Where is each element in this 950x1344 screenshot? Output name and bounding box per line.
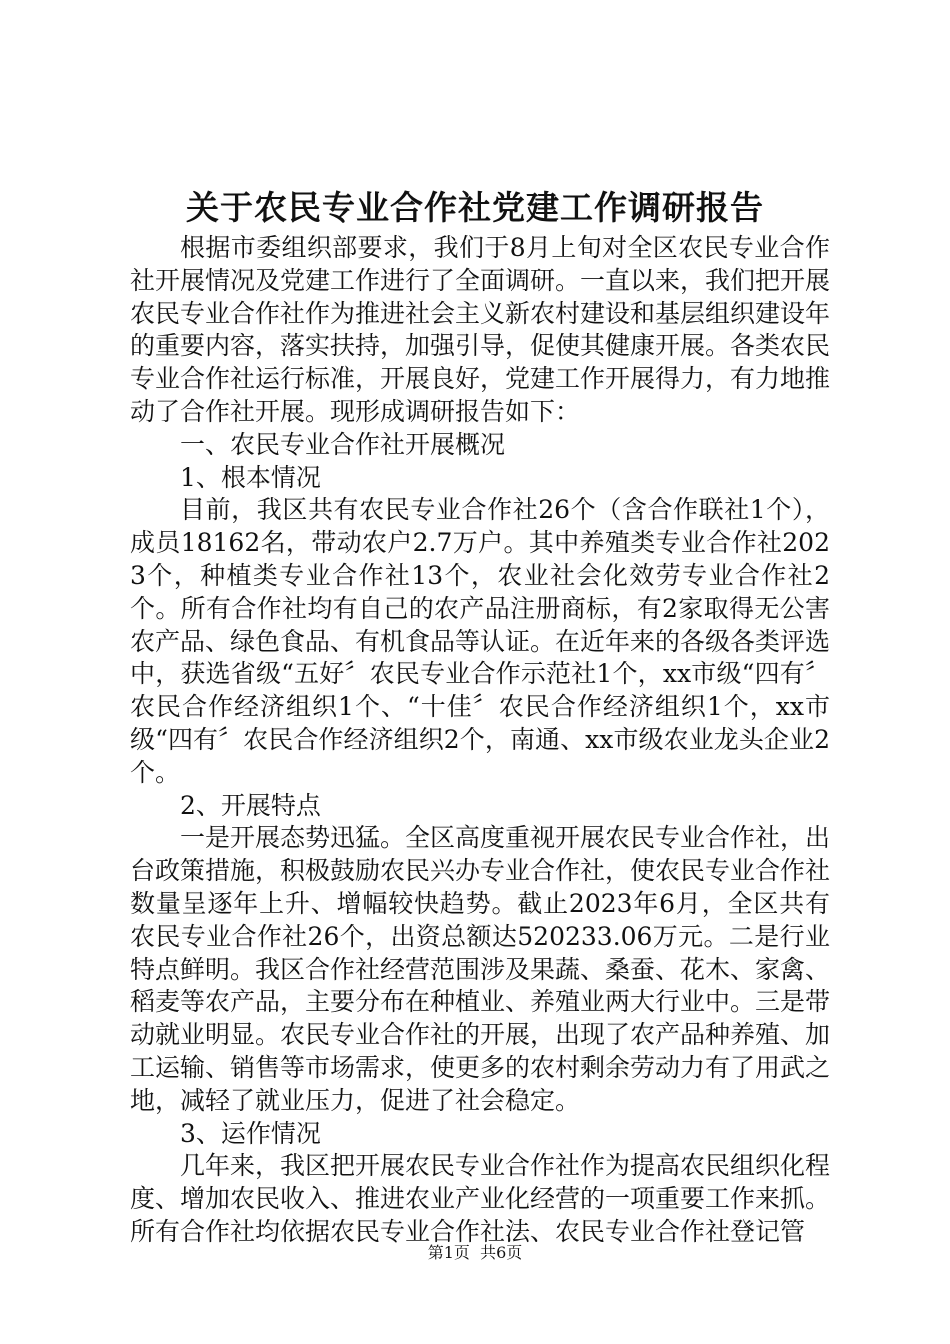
body-paragraph: 一是开展态势迅猛。全区高度重视开展农民专业合作社，出台政策措施，积极鼓励农民兴办专业合作社，使农民专业合作社数量呈逐年上升、增幅较快趋势。截止2023年6月，全区共有农民专业合作社26个，出资总额达520233.06万元。二是行业特点鲜明。我区合作社经营范围涉及果蔬、桑蚕、花木、家禽、稻麦等农产品，主要分布在种植业、养殖业两大行业中。三是带动就业明显。农民专业合作社的开展，出现了农产品种养殖、加工运输、销售等市场需求，使更多的农村剩余劳动力有了用武之地，减轻了就业压力，促进了社会稳定。 [130,823,831,1115]
body-paragraph: 目前，我区共有农民专业合作社26个（含合作联社1个），成员18162名，带动农户2.7万户。其中养殖类专业合作社2023个，种植类专业合作社13个，农业社会化效劳专业合作社2个。所有合作社均有自己的农产品注册商标，有2家取得无公害农产品、绿色食品、有机食品等认证。在近年来的各级各类评选中，获选省级“五好〞农民专业合作示范社1个，xx市级“四有〞农民合作经济组织1个、“十佳〞农民合作经济组织1个，xx市级“四有〞农民合作经济组织2个，南通、xx市级农业龙头企业2个。 [130,495,831,787]
page-number: 第1页 [427,1243,470,1262]
body-paragraph: 几年来，我区把开展农民专业合作社作为提高农民组织化程度、增加农民收入、推进农业产业化经营的一项重要工作来抓。所有合作社均依据农民专业合作社法、农民专业合作社登记管 [130,1151,831,1246]
document-body [130,232,830,1249]
subsection-heading: 2、开展特点 [180,790,321,820]
document-title: 关于农民专业合作社党建工作调研报告 [186,188,764,227]
page-total: 共6页 [480,1243,523,1262]
intro-paragraph: 根据市委组织部要求，我们于8月上旬对全区农民专业合作社开展情况及党建工作进行了全面调研。一直以来，我们把开展农民专业合作社作为推进社会主义新农村建设和基层组织建设年的重要内容，落实扶持，加强引导，促使其健康开展。各类农民专业合作社运行标准，开展良好，党建工作开展得力，有力地推动了合作社开展。现形成调研报告如下： [130,233,831,426]
subsection-heading: 1、根本情况 [180,462,321,492]
section-heading: 一、农民专业合作社开展概况 [180,429,506,459]
page-footer [0,1242,950,1264]
subsection-heading: 3、运作情况 [180,1118,321,1148]
